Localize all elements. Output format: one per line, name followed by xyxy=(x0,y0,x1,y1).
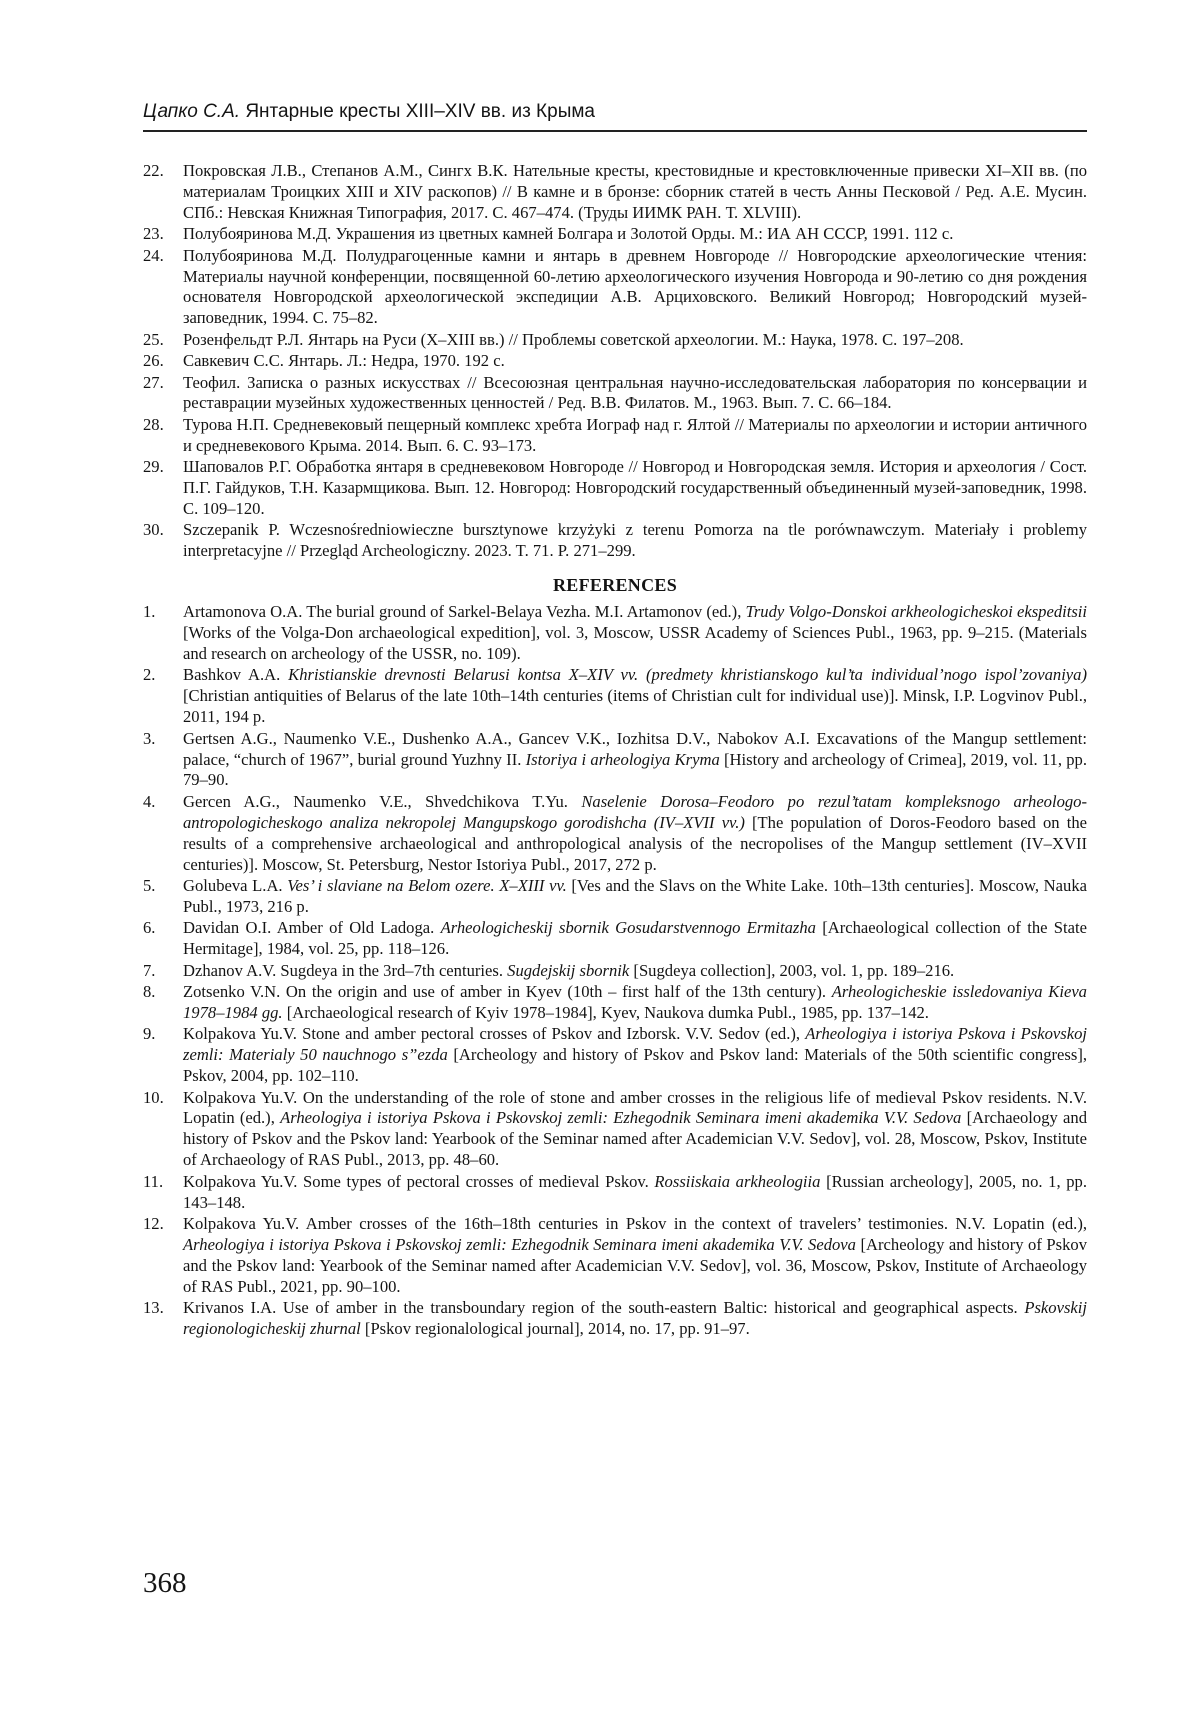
reference-text: Теофил. Записка о разных искусствах // Всесоюзная центральная научно-исследовательская лаборатория по консервации и реставрации музейных художественных ценностей / Ред. В.В. Филатов. М., 1963. Вып. 7. С. 66–184. xyxy=(183,372,1087,413)
page-number: 368 xyxy=(143,1567,187,1599)
header-author: Цапко С.А. xyxy=(143,101,241,122)
reference-item xyxy=(143,792,1087,876)
reference-number: 26. xyxy=(143,351,164,371)
reference-text-part: Kolpakova Yu.V. On the understanding of the role of stone and amber crosses in the religious life of medieval Pskov residents. N.V. Lopatin (ed.), xyxy=(183,1087,1087,1128)
reference-item xyxy=(143,330,1087,351)
reference-number: 4. xyxy=(143,791,156,811)
reference-item xyxy=(143,224,1087,245)
reference-text-part: Gercen A.G., Naumenko V.E., Shvedchikova T.Yu. xyxy=(183,791,582,811)
reference-source-title: Naselenie Dorosa–Feodoro po rezul’tatam kompleksnogo arheologo-antropologicheskogo analiza nekropolej Mangupskogo gorodishcha (IV–XVII vv.) xyxy=(183,791,1088,832)
reference-number: 3. xyxy=(143,728,156,748)
reference-text xyxy=(183,1214,1087,1296)
reference-text-part: [Christian antiquities of Belarus of the late 10th–14th centuries (items of Christian cult for individual use)]. Minsk, I.P. Logvinov Publ., 2011, 194 p. xyxy=(183,686,1087,727)
reference-text-part: [Archaeological collection of the State Hermitage], 1984, vol. 25, pp. 118–126. xyxy=(183,918,1087,959)
reference-item xyxy=(143,457,1087,520)
reference-item xyxy=(143,351,1087,372)
reference-source-title: Khristianskie drevnosti Belarusi kontsa X–XIV vv. (predmety khristianskogo kul’ta individual’nogo ispol’zovaniya) xyxy=(288,665,1087,685)
reference-item xyxy=(143,161,1087,224)
reference-text xyxy=(183,602,1087,663)
reference-source-title: Arheologicheskij sbornik Gosudarstvennogo Ermitazha xyxy=(440,918,816,938)
reference-text-part: Kolpakova Yu.V. Some types of pectoral crosses of medieval Pskov. xyxy=(183,1171,655,1191)
reference-text: Полубояринова М.Д. Полудрагоценные камни и янтарь в древнем Новгороде // Новгородские археологические чтения: Материалы научной конференции, посвященной 60-летию археологического изучения Новгорода и 90-летию со дня рождения основателя Новгородской археологической экспедиции А.В. Арциховского. Великий Новгород; Новгородский музей-заповедник, 1994. С. 75–82. xyxy=(183,245,1087,328)
reference-text-part: [Archeology and history of Pskov and the Pskov land: Yearbook of the Seminar named after Academician V.V. Sedov], vol. 36, Moscow, Pskov, Institute of Archaeology of RAS Publ., 2021, pp. 90–100. xyxy=(183,1234,1087,1296)
russian-reference-list xyxy=(143,161,1087,562)
reference-number: 10. xyxy=(143,1087,164,1107)
reference-text xyxy=(183,1298,1087,1338)
reference-number: 8. xyxy=(143,982,156,1002)
reference-text-part: Krivanos I.A. Use of amber in the transboundary region of the south-eastern Baltic: historical and geographical aspects. xyxy=(183,1298,1025,1318)
reference-text: Полубояринова М.Д. Украшения из цветных камней Болгара и Золотой Орды. М.: ИА АН СССР, 1991. 112 с. xyxy=(183,224,954,244)
reference-text: Шаповалов Р.Г. Обработка янтаря в средневековом Новгороде // Новгород и Новгородская земля. История и археология / Сост. П.Г. Гайдуков, Т.Н. Казармщикова. Вып. 12. Новгород: Новгородский государственный объединенный музей-заповедник, 1998. С. 109–120. xyxy=(183,457,1087,518)
reference-text xyxy=(183,1172,1087,1212)
reference-source-title: Arheologiya i istoriya Pskova i Pskovskoj zemli: Materialy 50 nauchnogo s”ezda xyxy=(183,1024,1087,1065)
reference-number: 28. xyxy=(143,414,164,434)
reference-text-part: Bashkov A.A. xyxy=(183,665,289,685)
reference-text-part: Gertsen A.G., Naumenko V.E., Dushenko A.A., Gancev V.K., Iozhitsa D.V., Nabokov A.I. Excavations of the Mangup settlement: palace, “church of 1967”, burial ground Yuzhny II. xyxy=(183,728,1087,769)
reference-text: Розенфельдт Р.Л. Янтарь на Руси (X–XIII вв.) // Проблемы советской археологии. М.: Наука, 1978. С. 197–208. xyxy=(183,329,964,349)
reference-text xyxy=(183,961,954,980)
reference-text-part: [Archaeology and history of Pskov and the Pskov land: Yearbook of the Seminar named after Academician V.V. Sedov], vol. 28, Moscow, Pskov, Institute of Archaeology of RAS Publ., 2013, pp. 48–60. xyxy=(183,1108,1087,1170)
reference-number: 7. xyxy=(143,960,156,980)
reference-item xyxy=(143,1298,1087,1340)
reference-text xyxy=(183,1024,1087,1085)
reference-number: 24. xyxy=(143,245,164,265)
reference-item xyxy=(143,982,1087,1024)
reference-text xyxy=(183,918,1087,958)
reference-number: 13. xyxy=(143,1298,164,1318)
references-content xyxy=(143,161,1087,1340)
reference-item xyxy=(143,1172,1087,1214)
reference-source-title: Rossiiskaia arkheologiia xyxy=(654,1171,821,1191)
reference-text: Турова Н.П. Средневековый пещерный комплекс хребта Иограф над г. Ялтой // Материалы по археологии и истории античного и средневекового Крыма. 2014. Вып. 6. С. 93–173. xyxy=(183,414,1087,455)
reference-source-title: Istoriya i arheologiya Kryma xyxy=(525,749,720,769)
reference-number: 9. xyxy=(143,1024,156,1044)
reference-text xyxy=(183,982,1087,1022)
reference-text-part: [Russian archeology], 2005, no. 1, pp. 143–148. xyxy=(183,1171,1087,1212)
reference-item xyxy=(143,729,1087,792)
reference-text-part: [Archaeological research of Kyiv 1978–1984], Kyev, Naukova dumka Publ., 1985, pp. 137–142. xyxy=(282,1002,929,1022)
reference-source-title: Arheologicheskie issledovaniya Kieva 1978–1984 gg. xyxy=(183,982,1087,1022)
reference-item xyxy=(143,246,1087,330)
reference-text-part: Kolpakova Yu.V. Stone and amber pectoral crosses of Pskov and Izborsk. V.V. Sedov (ed.), xyxy=(183,1024,806,1044)
reference-number: 2. xyxy=(143,665,156,685)
reference-text-part: [The population of Doros-Feodoro based on the results of a comprehensive archaeological and anthropological analysis of the necropolises of the Mangup settlement (IV–XVII centuries)]. Moscow, St. Petersburg, Nestor Istoriya Publ., 2017, 272 p. xyxy=(183,812,1087,874)
reference-item xyxy=(143,602,1087,665)
reference-source-title: Arheologiya i istoriya Pskova i Pskovskoj zemli: Ezhegodnik Seminara imeni akademika V.V. Sedova xyxy=(183,1234,856,1254)
reference-number: 1. xyxy=(143,602,156,622)
reference-text-part: Artamonova O.A. The burial ground of Sarkel-Belaya Vezha. M.I. Artamonov (ed.), xyxy=(183,602,746,622)
reference-item xyxy=(143,415,1087,457)
reference-text xyxy=(183,665,1087,726)
running-header xyxy=(143,100,1087,132)
reference-item xyxy=(143,665,1087,728)
reference-source-title: Trudy Volgo-Donskoi arkheologicheskoi ekspeditsii xyxy=(745,602,1088,622)
english-reference-list xyxy=(143,602,1087,1340)
reference-item xyxy=(143,1024,1087,1087)
reference-text xyxy=(183,1088,1087,1170)
reference-text-part: [Works of the Volga-Don archaeological expedition], vol. 3, Moscow, USSR Academy of Sciences Publ., 1963, pp. 9–215. (Materials and research on archeology of the USSR, no. 109). xyxy=(183,623,1087,664)
reference-text-part: [Sugdeya collection], 2003, vol. 1, pp. 189–216. xyxy=(629,960,955,980)
reference-source-title: Arheologiya i istoriya Pskova i Pskovskoj zemli: Ezhegodnik Seminara imeni akademika V.V. Sedova xyxy=(280,1108,962,1128)
reference-item xyxy=(143,520,1087,562)
reference-item xyxy=(143,1214,1087,1298)
header-title: Янтарные кресты XIII–XIV вв. из Крыма xyxy=(245,101,595,122)
reference-text xyxy=(183,729,1087,790)
reference-text-part: Dzhanov A.V. Sugdeya in the 3rd–7th centuries. xyxy=(183,960,508,980)
reference-text-part: [History and archeology of Crimea], 2019, vol. 11, pp. 79–90. xyxy=(183,749,1087,790)
references-heading: REFERENCES xyxy=(552,575,678,596)
reference-text-part: Kolpakova Yu.V. Amber crosses of the 16th–18th centuries in Pskov in the context of travelers’ testimonies. N.V. Lopatin (ed.), xyxy=(183,1214,1087,1233)
reference-source-title: Pskovskij regionologicheskij zhurnal xyxy=(183,1298,1087,1339)
reference-text xyxy=(183,792,1087,874)
reference-text-part: Zotsenko V.N. On the origin and use of amber in Kyev (10th – first half of the 13th century). xyxy=(183,982,832,1002)
reference-number: 27. xyxy=(143,372,164,392)
reference-text-part: Golubeva L.A. xyxy=(183,876,288,895)
reference-text-part: Davidan O.I. Amber of Old Ladoga. xyxy=(183,918,441,938)
reference-text-part: [Pskov regionalological journal], 2014, no. 17, pp. 91–97. xyxy=(360,1319,750,1339)
reference-number: 11. xyxy=(143,1171,164,1191)
reference-number: 22. xyxy=(143,161,164,180)
reference-number: 5. xyxy=(143,876,156,895)
reference-number: 6. xyxy=(143,918,156,938)
reference-item xyxy=(143,876,1087,918)
reference-item xyxy=(143,1088,1087,1172)
reference-number: 23. xyxy=(143,224,164,244)
reference-text: Савкевич С.С. Янтарь. Л.: Недра, 1970. 192 с. xyxy=(183,351,505,371)
reference-item xyxy=(143,918,1087,960)
reference-text-part: [Archeology and history of Pskov and Pskov land: Materials of the 50th scientific congress], Pskov, 2004, pp. 102–110. xyxy=(183,1045,1087,1086)
reference-number: 12. xyxy=(143,1214,164,1233)
reference-number: 25. xyxy=(143,329,164,349)
reference-source-title: Sugdejskij sbornik xyxy=(507,960,630,980)
reference-text-part: [Ves and the Slavs on the White Lake. 10th–13th centuries]. Moscow, Nauka Publ., 1973, 216 p. xyxy=(183,876,1087,916)
reference-item xyxy=(143,373,1087,415)
reference-source-title: Ves’ i slaviane na Belom ozere. X–XIII vv. xyxy=(287,876,567,895)
reference-text xyxy=(183,876,1087,916)
reference-number: 30. xyxy=(143,520,164,540)
reference-number: 29. xyxy=(143,457,164,477)
reference-text: Покровская Л.В., Степанов А.М., Сингх В.К. Нательные кресты, крестовидные и крестовключенные привески XI–XII вв. (по материалам Троицких XIII и XIV раскопов) // В камне и в бронзе: сборник статей в честь Анны Песковой / Ред. А.Е. Мусин. СПб.: Невская Книжная Типография, 2017. С. 467–474. (Труды ИИМК РАН. Т. XLVIII). xyxy=(183,161,1087,222)
reference-text: Szczepanik P. Wczesnośredniowieczne bursztynowe krzyżyki z terenu Pomorza na tle porównawczym. Materiały i problemy interpretacyjne // Przegląd Archeologiczny. 2023. T. 71. P. 271–299. xyxy=(183,520,1087,561)
reference-item xyxy=(143,961,1087,982)
